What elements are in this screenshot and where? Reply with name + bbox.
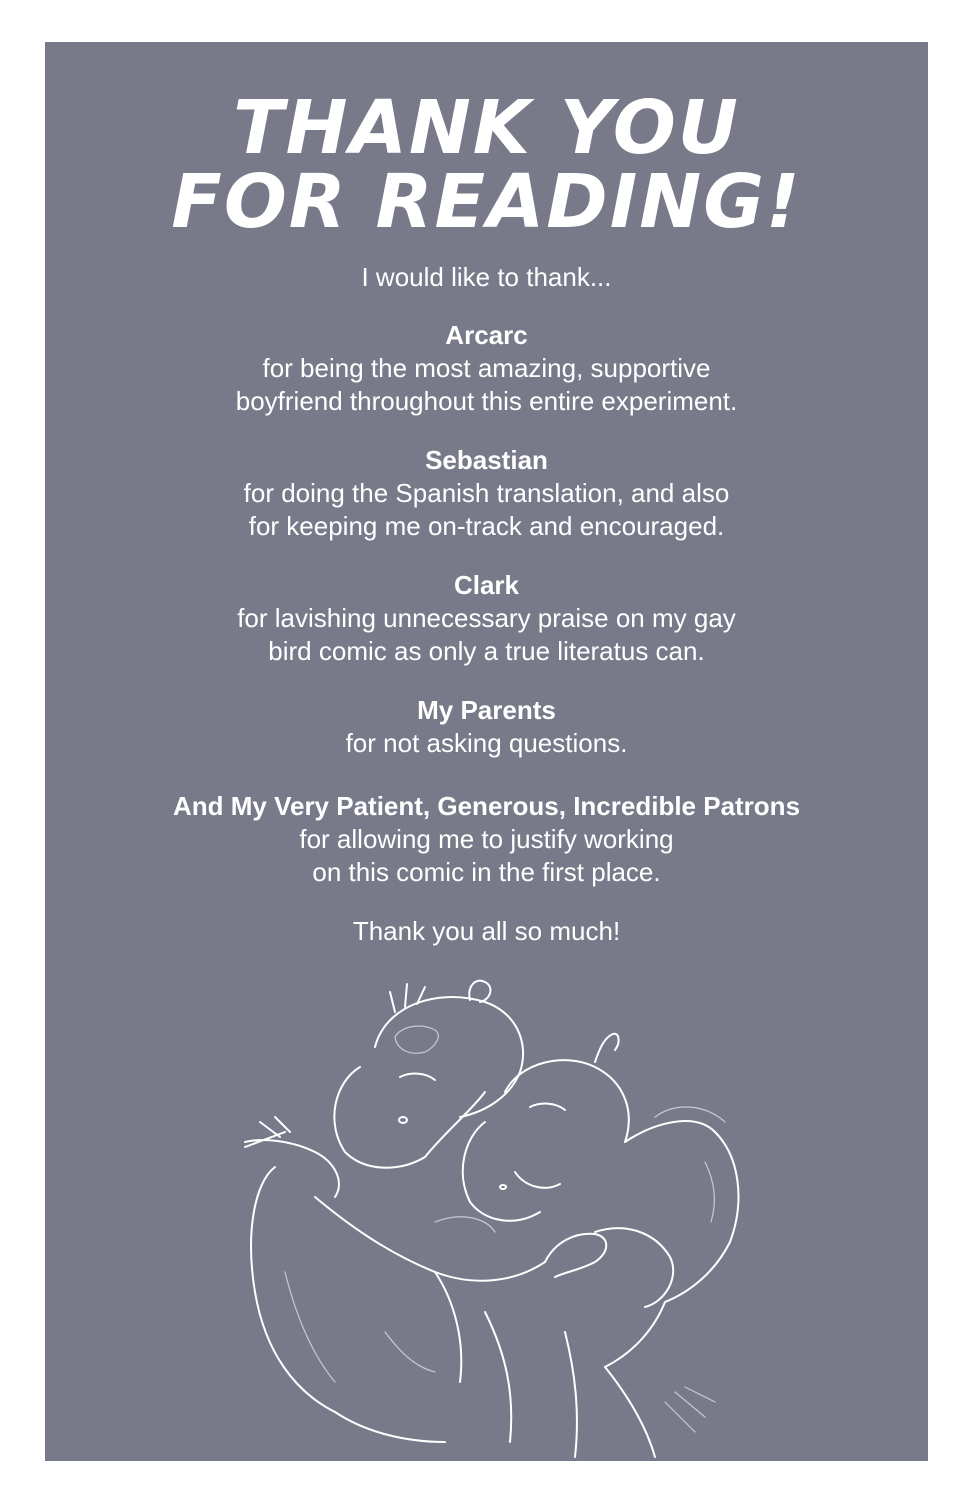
page-title-line-1: THANK YOU [233,85,740,171]
closing-text: Thank you all so much! [352,916,621,946]
thanks-line: for not asking questions. [345,728,628,758]
thanks-entry-patrons [45,790,928,889]
thanks-line: for doing the Spanish translation, and also [243,478,730,508]
thanks-name: Clark [453,570,520,600]
thanks-name: Arcarc [445,320,528,350]
thanks-line: for lavishing unnecessary praise on my gay [237,603,736,633]
thanks-name: Sebastian [425,445,548,475]
thanks-line: bird comic as only a true literatus can. [268,636,705,666]
thanks-entry-arcarc [45,319,928,418]
thanks-line: for keeping me on-track and encouraged. [248,511,725,541]
thanks-line: for being the most amazing, supportive [262,353,711,383]
hugging-birds-illustration [185,972,785,1461]
thanks-name: My Parents [417,695,556,725]
page-title-line-2: FOR READING! [171,159,802,245]
thanks-line: for allowing me to justify working [299,824,674,854]
thanks-entry-clark [45,569,928,668]
thanks-line: on this comic in the first place. [312,857,661,887]
thanks-entry-sebastian [45,444,928,543]
thanks-entry-parents [45,694,928,760]
thank-you-panel [45,42,928,1461]
thanks-name: And My Very Patient, Generous, Incredible Patrons [172,791,801,821]
intro-text: I would like to thank... [361,262,612,292]
thanks-line: boyfriend throughout this entire experiment. [235,386,738,416]
